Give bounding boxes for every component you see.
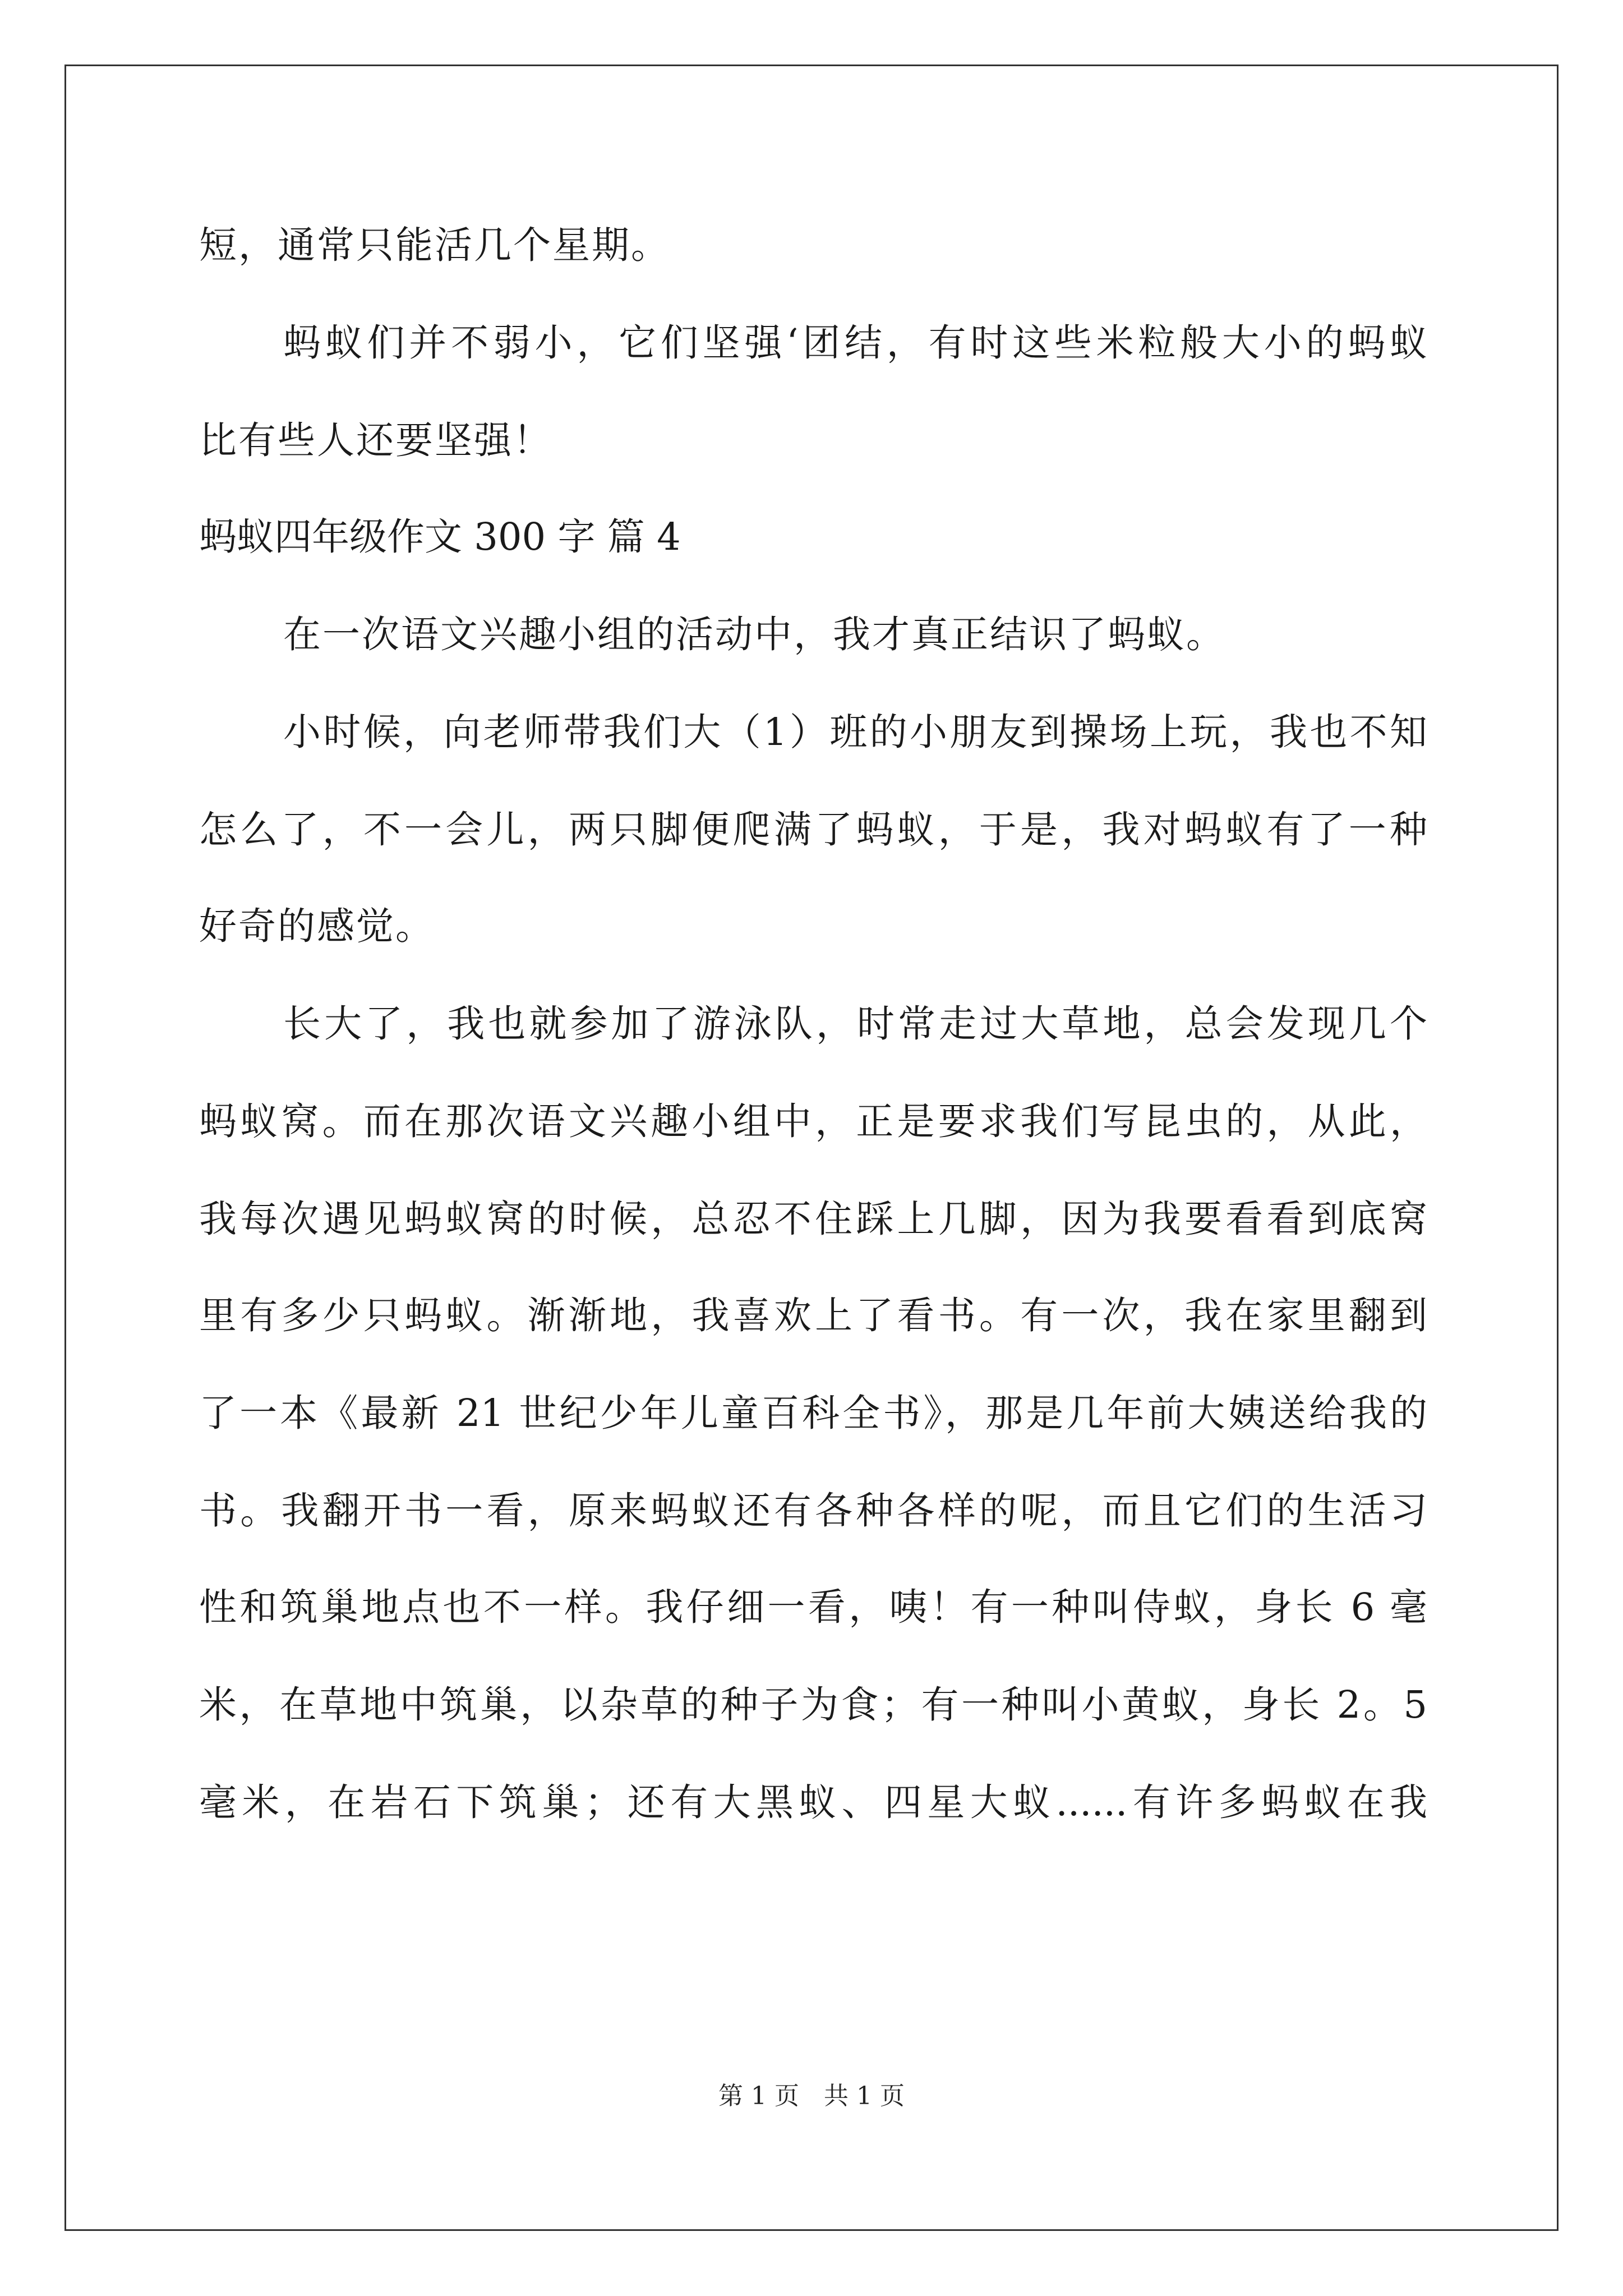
paragraph-line: 长大了，我也就参加了游泳队，时常走过大草地，总会发现几个 <box>283 1002 1427 1046</box>
paragraph-line: 比有些人还要坚强！ <box>199 418 552 462</box>
paragraph-line: 在一次语文兴趣小组的活动中，我才真正结识了蚂蚁。 <box>283 613 1225 656</box>
page-footer <box>0 2079 1623 2113</box>
paragraph-line: 里有多少只蚂蚁。渐渐地，我喜欢上了看书。有一次，我在家里翻到 <box>199 1294 1427 1337</box>
paragraph-line: 书。我翻开书一看，原来蚂蚁还有各种各样的呢，而且它们的生活习 <box>199 1489 1427 1533</box>
page-number-total: 共 1 页 <box>824 2082 905 2110</box>
paragraph-line: 好奇的感觉。 <box>199 904 435 948</box>
paragraph-line: 米，在草地中筑巢，以杂草的种子为食；有一种叫小黄蚁，身长 2。5 <box>199 1683 1427 1727</box>
paragraph-line: 了一本《最新 21 世纪少年儿童百科全书》，那是几年前大姨送给我的 <box>199 1391 1427 1435</box>
paragraph-line: 短，通常只能活几个星期。 <box>199 223 670 267</box>
paragraph-line: 蚂蚁们并不弱小，它们坚强‘团结，有时这些米粒般大小的蚂蚁 <box>283 321 1427 365</box>
paragraph-line: 我每次遇见蚂蚁窝的时候，总忍不住踩上几脚，因为我要看看到底窝 <box>199 1197 1427 1241</box>
paragraph-line: 性和筑巢地点也不一样。我仔细一看，咦！有一种叫侍蚁，身长 6 毫 <box>199 1585 1427 1629</box>
paragraph-line: 毫米，在岩石下筑巢；还有大黑蚁、四星大蚁......有许多蚂蚁在我 <box>199 1780 1427 1824</box>
paragraph-line: 小时候，向老师带我们大（1）班的小朋友到操场上玩，我也不知 <box>283 710 1427 754</box>
page-number-current: 第 1 页 <box>718 2082 799 2110</box>
page-border <box>64 65 1559 2231</box>
paragraph-line: 怎么了，不一会儿，两只脚便爬满了蚂蚁，于是，我对蚂蚁有了一种 <box>199 808 1427 852</box>
paragraph-line: 蚂蚁窝。而在那次语文兴趣小组中，正是要求我们写昆虫的，从此， <box>199 1099 1427 1143</box>
section-heading: 蚂蚁四年级作文 300 字 篇 4 <box>199 515 681 559</box>
